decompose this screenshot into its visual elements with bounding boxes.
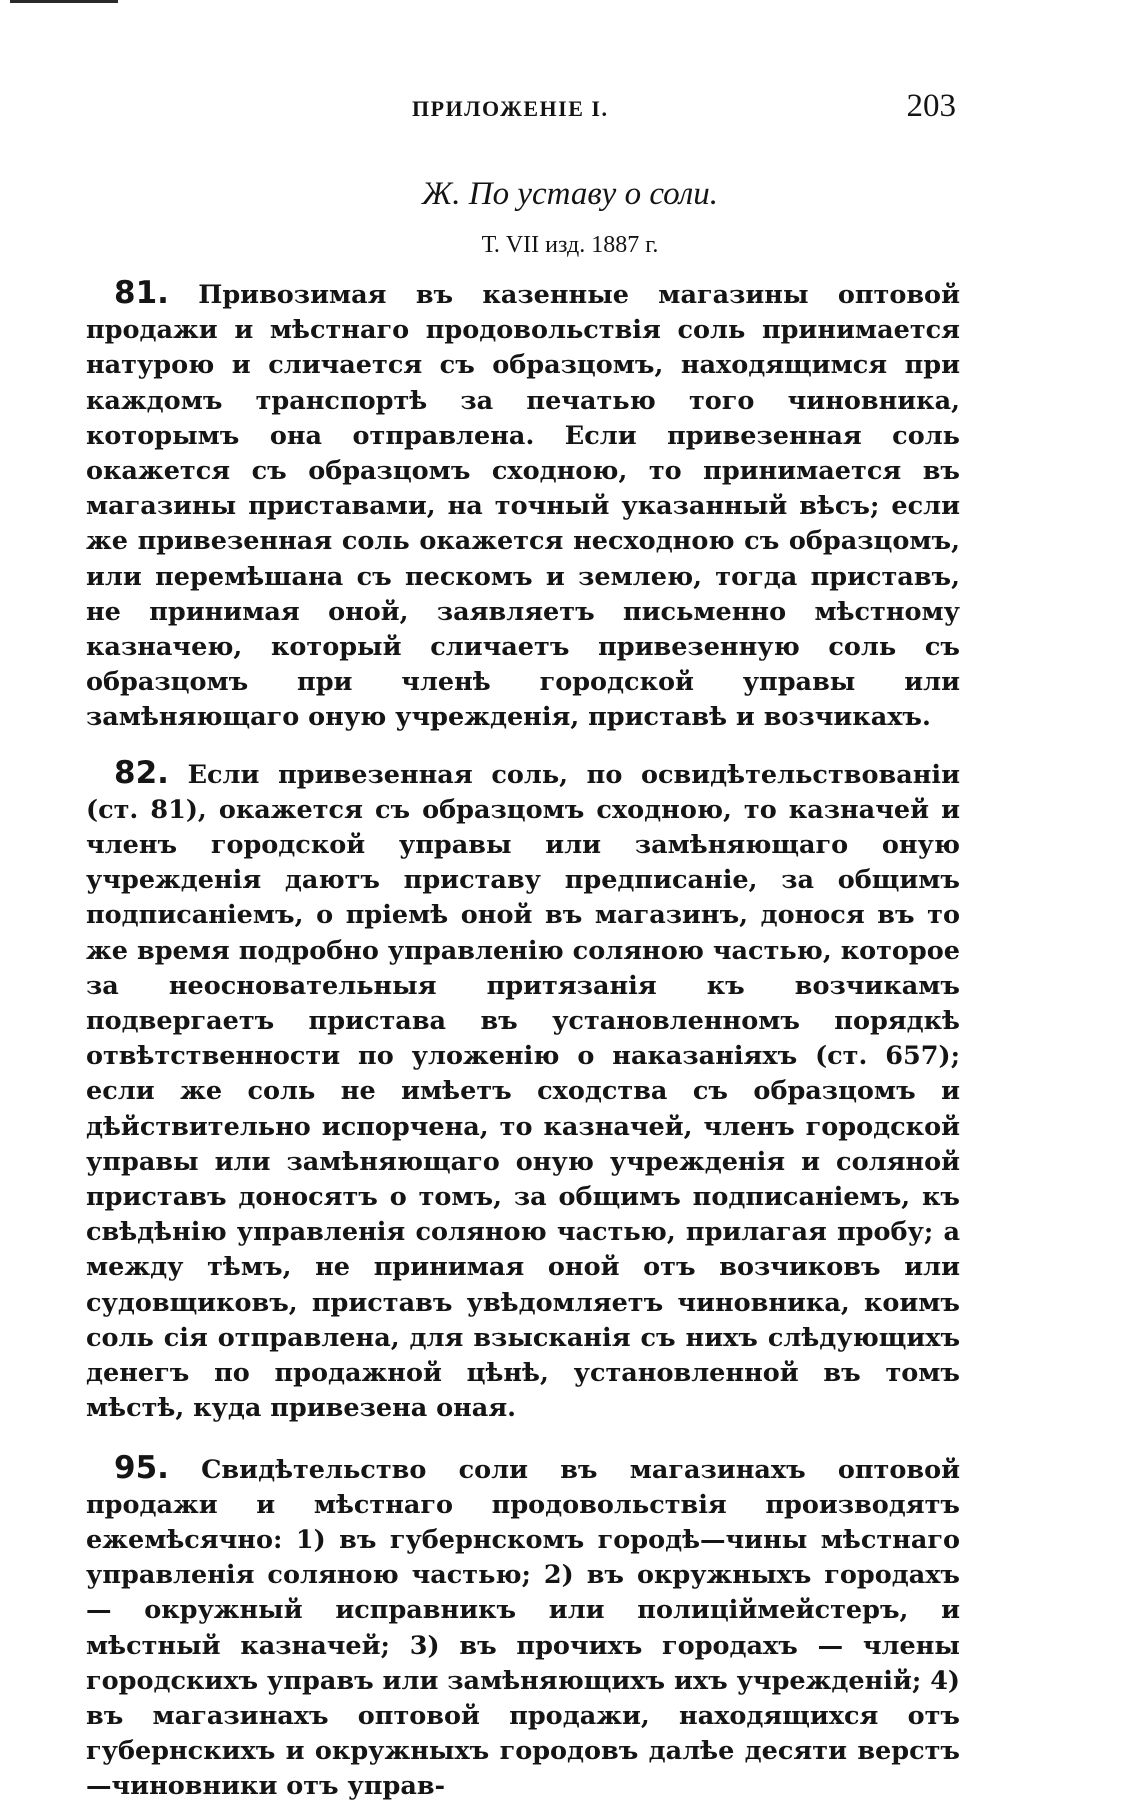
article-text: Если привезенная соль, по освидѣтельствованіи (ст. 81), окажется съ образцомъ сходною, то казначей и членъ городской управы или замѣняющаго оную учрежденія даютъ приставу предписаніе, за общимъ подписаніемъ, о пріемѣ оной въ магазинъ, донося въ то же время подробно управленію соляною частью, которое за неосновательныя притязанія къ возчикамъ подвергаетъ пристава въ установленномъ порядкѣ отвѣтственности по уложенію о наказаніяхъ (ст. 657); если же соль не имѣетъ сходства съ образцомъ и дѣйствительно испорчена, то казначей, членъ городской управы или замѣняющаго оную учрежденія и соляной приставъ доносятъ о томъ, за общимъ подписаніемъ, къ свѣдѣнію управленія соляною частью, прилагая пробу; а между тѣмъ, не принимая оной отъ возчиковъ или судовщиковъ, приставъ увѣдомляетъ чиновника, коимъ соль сія отправлена, для взысканія съ нихъ слѣдующихъ денегъ по продажной цѣнѣ, установленной въ томъ мѣстѣ, куда привезена оная. bbox=[86, 759, 960, 1424]
article-95 bbox=[86, 1451, 960, 1805]
scan-edge-mark bbox=[10, 0, 118, 3]
running-head: ПРИЛОЖЕНІЕ I. bbox=[412, 96, 609, 121]
article-82 bbox=[86, 756, 960, 1427]
article-number: 82. bbox=[114, 754, 169, 791]
page-number: 203 bbox=[906, 88, 956, 124]
document-body bbox=[86, 276, 960, 1805]
article-81 bbox=[86, 276, 960, 736]
article-text: Привозимая въ казенные магазины оптовой продажи и мѣстнаго продовольствія соль принимается натурою и сличается съ образцомъ, находящимся при каждомъ транспортѣ за печатью того чиновника, которымъ она отправлена. Если привезенная соль окажется съ образцомъ сходною, то принимается въ магазины приставами, на точный указанный вѣсъ; если же привезенная соль окажется несходною съ образцомъ, или перемѣшана съ пескомъ и землею, тогда приставъ, не принимая оной, заявляетъ письменно мѣстному казначею, который сличаетъ привезенную соль съ образцомъ при членѣ городской управы или замѣняющаго оную учрежденія, приставѣ и возчикахъ. bbox=[86, 280, 960, 733]
article-number: 81. bbox=[114, 275, 169, 311]
article-number: 95. bbox=[114, 1449, 169, 1486]
section-title: Ж. По уставу о соли. bbox=[422, 176, 718, 212]
edition-note: Т. VII изд. 1887 г. bbox=[481, 232, 659, 258]
article-text: Свидѣтельство соли въ магазинахъ оптовой продажи и мѣстнаго продовольствія производятъ ежемѣсячно: 1) въ губернскомъ городѣ—чины мѣстнаго управленія соляною частью; 2) въ окружныхъ городахъ — окружный исправникъ или полиціймейстеръ, и мѣстный казначей; 3) въ прочихъ городахъ — члены городскихъ управъ или замѣняющихъ ихъ учрежденій; 4) въ магазинахъ оптовой продажи, находящихся отъ губернскихъ и окружныхъ городовъ далѣе десяти верстъ—чиновники отъ управ- bbox=[86, 1454, 960, 1802]
